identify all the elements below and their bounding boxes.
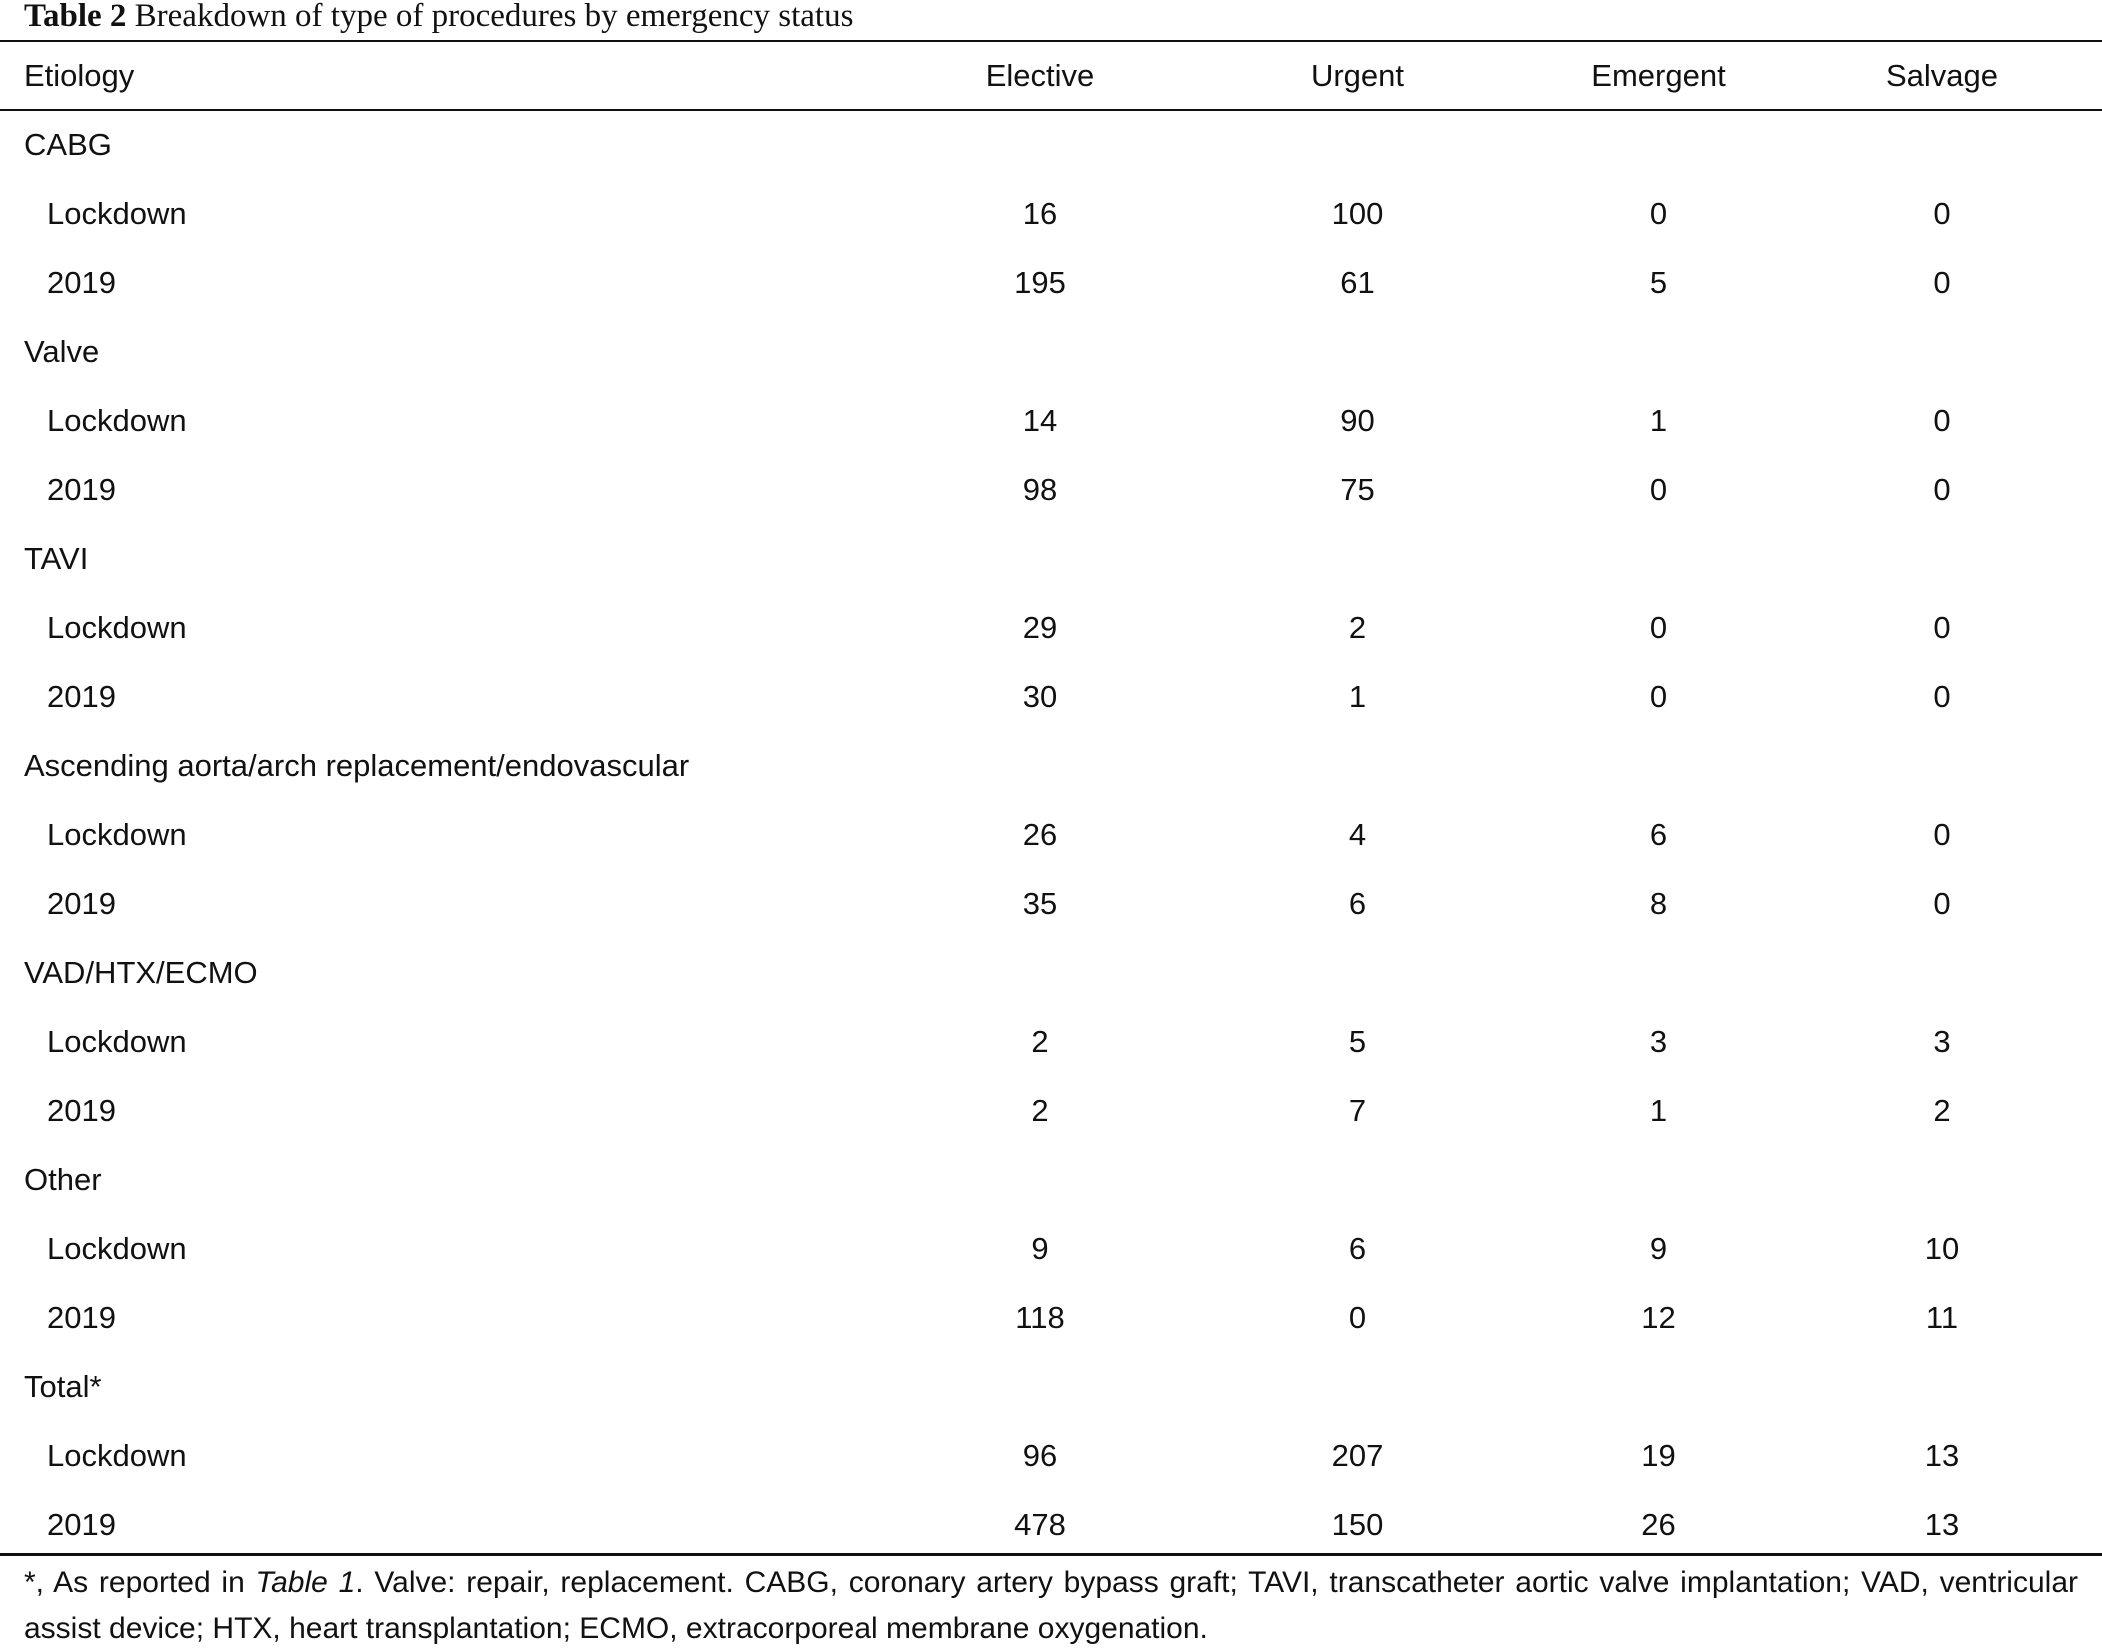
urgent-cell: 2	[1348, 609, 1367, 645]
salvage-cell: 0	[1933, 264, 1951, 300]
row-label: 2019	[47, 471, 116, 507]
table-row	[0, 662, 2102, 731]
row-label: 2019	[47, 1299, 116, 1335]
emergent-cell: 5	[1649, 264, 1668, 300]
elective-cell: 29	[1022, 609, 1058, 645]
group-row	[0, 731, 2102, 800]
group-row	[0, 524, 2102, 593]
group-label: VAD/HTX/ECMO	[24, 954, 258, 990]
elective-cell: 9	[1031, 1230, 1049, 1266]
footnote-after: . Valve: repair, replacement. CABG, coronary artery bypass graft; TAVI, transcatheter aortic valve implantation; VAD, ventricular assist device; HTX, heart transplantation; ECMO, extracorporeal membrane oxygenation.	[24, 1566, 2078, 1645]
elective-cell: 2	[1031, 1023, 1049, 1059]
emergent-cell: 1	[1649, 1092, 1668, 1128]
elective-cell: 26	[1022, 816, 1058, 852]
elective-cell: 195	[1014, 264, 1066, 300]
group-label: Ascending aorta/arch replacement/endovascular	[24, 747, 690, 783]
row-label: Lockdown	[47, 609, 187, 645]
elective-cell: 16	[1022, 195, 1058, 231]
urgent-cell: 100	[1331, 195, 1384, 231]
table-body	[0, 110, 2102, 1559]
elective-cell: 14	[1022, 402, 1058, 438]
urgent-cell: 7	[1348, 1092, 1367, 1128]
row-label: 2019	[47, 264, 116, 300]
table-row	[0, 455, 2102, 524]
footnote-before: *, As reported in	[24, 1566, 256, 1599]
urgent-cell: 207	[1331, 1437, 1384, 1473]
salvage-cell: 0	[1933, 609, 1951, 645]
salvage-cell: 13	[1924, 1437, 1960, 1473]
urgent-cell: 1	[1348, 678, 1367, 714]
elective-cell: 30	[1022, 678, 1058, 714]
salvage-cell: 11	[1925, 1299, 1959, 1335]
row-label: 2019	[47, 678, 116, 714]
table-footnote	[24, 1560, 2078, 1652]
elective-cell: 2	[1031, 1092, 1049, 1128]
table-row	[0, 1007, 2102, 1076]
emergent-cell: 0	[1649, 471, 1668, 507]
emergent-cell: 8	[1649, 885, 1668, 921]
urgent-cell: 6	[1348, 1230, 1367, 1266]
emergent-cell: 12	[1641, 1299, 1676, 1335]
urgent-cell: 6	[1348, 885, 1367, 921]
group-row	[0, 317, 2102, 386]
group-row	[0, 1145, 2102, 1214]
header-emergent: Emergent	[1591, 57, 1726, 93]
group-row	[0, 1352, 2102, 1421]
emergent-cell: 9	[1649, 1230, 1668, 1266]
caption-text: Breakdown of type of procedures by emergency status	[134, 0, 854, 34]
group-row	[0, 938, 2102, 1007]
urgent-cell: 4	[1348, 816, 1367, 852]
header-etiology: Etiology	[24, 57, 135, 93]
urgent-cell: 61	[1340, 264, 1375, 300]
urgent-cell: 5	[1348, 1023, 1367, 1059]
elective-cell: 118	[1015, 1299, 1065, 1335]
elective-cell: 35	[1022, 885, 1058, 921]
salvage-cell: 0	[1933, 402, 1951, 438]
table-row	[0, 1214, 2102, 1283]
header-salvage: Salvage	[1885, 57, 1999, 93]
row-label: Lockdown	[47, 1023, 187, 1059]
caption-label: Table 2	[24, 0, 127, 34]
header-urgent: Urgent	[1310, 57, 1405, 93]
row-label: Lockdown	[47, 402, 187, 438]
elective-cell: 96	[1022, 1437, 1058, 1473]
footnote-ref: Table 1	[255, 1566, 356, 1599]
emergent-cell: 0	[1649, 678, 1668, 714]
group-label: TAVI	[24, 540, 89, 576]
emergent-cell: 19	[1641, 1437, 1676, 1473]
table-row	[0, 1283, 2102, 1352]
row-label: Lockdown	[47, 1230, 187, 1266]
row-label: 2019	[47, 1092, 116, 1128]
elective-cell: 98	[1022, 471, 1058, 507]
table-row	[0, 1421, 2102, 1490]
salvage-cell: 0	[1933, 816, 1951, 852]
emergent-cell: 3	[1649, 1023, 1668, 1059]
salvage-cell: 3	[1933, 1023, 1951, 1059]
row-label: 2019	[47, 1506, 116, 1542]
urgent-cell: 150	[1331, 1506, 1384, 1542]
group-label: Total*	[24, 1368, 102, 1404]
table-row	[0, 179, 2102, 248]
group-label: CABG	[24, 126, 112, 162]
salvage-cell: 0	[1933, 885, 1951, 921]
elective-cell: 478	[1014, 1506, 1066, 1542]
emergent-cell: 0	[1649, 609, 1668, 645]
emergent-cell: 1	[1649, 402, 1668, 438]
urgent-cell: 90	[1340, 402, 1375, 438]
urgent-cell: 0	[1348, 1299, 1367, 1335]
table-row	[0, 800, 2102, 869]
salvage-cell: 0	[1933, 471, 1951, 507]
header-elective: Elective	[985, 57, 1095, 93]
salvage-cell: 0	[1933, 678, 1951, 714]
group-label: Other	[24, 1161, 102, 1197]
group-row	[0, 110, 2102, 179]
salvage-cell: 13	[1924, 1506, 1960, 1542]
emergent-cell: 6	[1649, 816, 1668, 852]
procedures-table	[0, 41, 2102, 1559]
row-label: Lockdown	[47, 1437, 187, 1473]
row-label: Lockdown	[47, 816, 187, 852]
table-row	[0, 869, 2102, 938]
table-caption	[24, 0, 2084, 38]
salvage-cell: 10	[1924, 1230, 1960, 1266]
table-row	[0, 1076, 2102, 1145]
salvage-cell: 2	[1933, 1092, 1951, 1128]
emergent-cell: 26	[1641, 1506, 1676, 1542]
row-label: 2019	[47, 885, 116, 921]
salvage-cell: 0	[1933, 195, 1951, 231]
table-row	[0, 593, 2102, 662]
emergent-cell: 0	[1649, 195, 1668, 231]
header-row	[0, 41, 2102, 110]
table-row	[0, 1490, 2102, 1559]
table-row	[0, 386, 2102, 455]
group-label: Valve	[24, 333, 100, 369]
table-row	[0, 248, 2102, 317]
row-label: Lockdown	[47, 195, 187, 231]
urgent-cell: 75	[1340, 471, 1375, 507]
